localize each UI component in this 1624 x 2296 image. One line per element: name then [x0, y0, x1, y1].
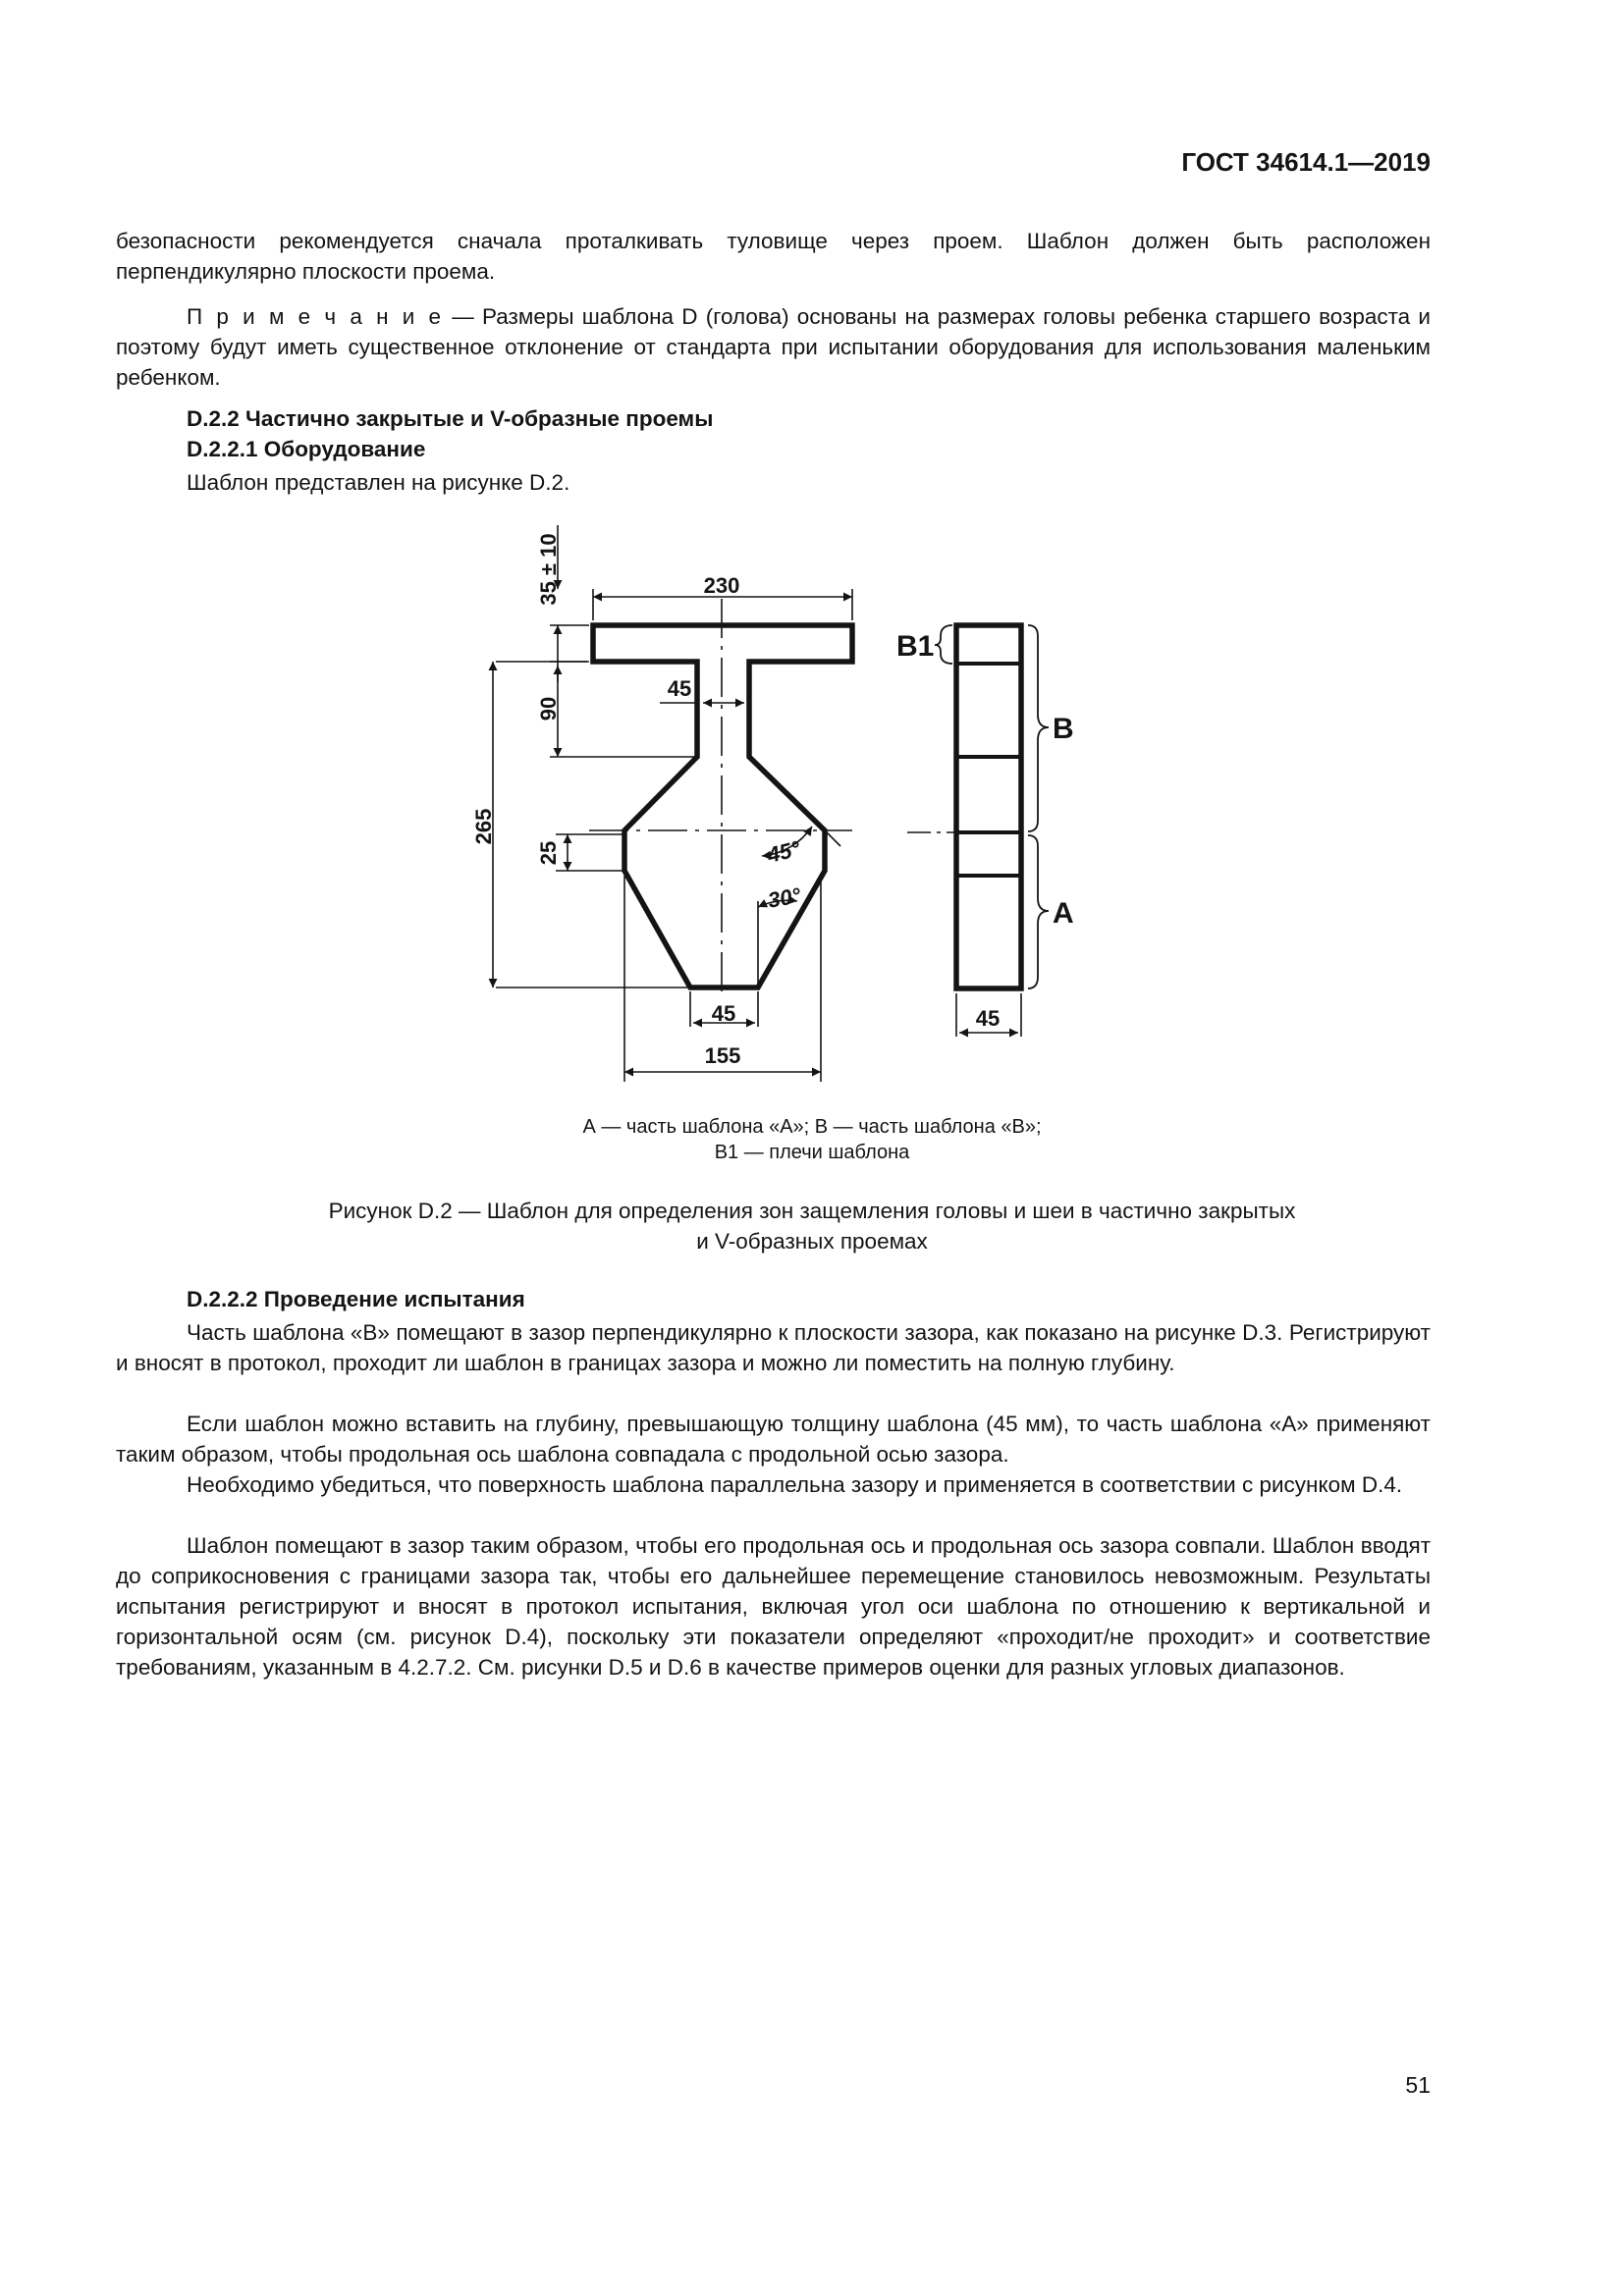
heading-d-2-2-2: D.2.2.2 Проведение испытания: [187, 1287, 525, 1311]
dim-90: 90: [536, 696, 561, 721]
paragraph-2: Если шаблон можно вставить на глубину, превышающую толщину шаблона (45 мм), то часть шаблона «А» применяют таким образом, чтобы продольная ось шаблона совпадала с продольной осью зазора.: [116, 1412, 1431, 1467]
paragraph-1: Часть шаблона «В» помещают в зазор перпендикулярно к плоскости зазора, как показано на рисунке D.3. Регистрируют и вносят в протокол, проходит ли шаблон в границах зазора и можно ли поместить на полную глубину.: [116, 1320, 1431, 1375]
label-b: B: [1053, 713, 1074, 745]
figure-caption-line1: Рисунок D.2 — Шаблон для определения зон защемления головы и шеи в частично закрытых: [328, 1199, 1296, 1223]
dim-25: 25: [536, 840, 561, 866]
dim-35-10: 35 ± 10: [536, 533, 561, 606]
side-view-labels: [896, 630, 1074, 930]
label-a: A: [1053, 897, 1074, 930]
figure-legend-line2: В1 — плечи шаблона: [714, 1142, 910, 1163]
label-b1: B1: [896, 630, 935, 663]
paragraph-continuation: безопасности рекомендуется сначала проталкивать туловище через проем. Шаблон должен быть расположен перпендикулярно плоскости проема.: [116, 229, 1431, 284]
dim-bottom-45: 45: [711, 1001, 736, 1026]
document-code: ГОСТ 34614.1—2019: [1181, 147, 1431, 177]
page-number: 51: [1405, 2072, 1431, 2098]
dim-265: 265: [471, 808, 496, 845]
template-front-view: [593, 625, 852, 988]
note-text: — Размеры шаблона D (голова) основаны на размерах головы ребенка старшего возраста и поэтому будут иметь существенное отклонение от стандарта при испытании оборудования для использования маленьким ребенком.: [116, 304, 1431, 390]
template-side-view: [935, 625, 1049, 1037]
note-label: П р и м е ч а н и е: [187, 304, 445, 329]
figure-legend-line1: А — часть шаблона «А»; В — часть шаблона «В»;: [582, 1116, 1042, 1138]
angle-30: 30°: [766, 882, 803, 913]
dim-side-45: 45: [975, 1006, 1001, 1031]
paragraph-template-ref: Шаблон представлен на рисунке D.2.: [187, 470, 570, 495]
dim-230: 230: [703, 573, 740, 598]
figure-caption-line2: и V-образных проемах: [696, 1229, 928, 1254]
paragraph-3: Необходимо убедиться, что поверхность шаблона параллельна зазору и применяется в соответствии с рисунком D.4.: [187, 1472, 1403, 1497]
heading-d-2-2-1: D.2.2.1 Оборудование: [187, 437, 426, 461]
heading-d-2-2: D.2.2 Частично закрытые и V-образные проемы: [187, 406, 714, 431]
dim-neck-45: 45: [667, 676, 692, 701]
angle-45: 45°: [765, 835, 803, 868]
paragraph-4: Шаблон помещают в зазор таким образом, чтобы его продольная ось и продольная ось зазора совпали. Шаблон вводят до соприкосновения с границами зазора так, чтобы его дальнейшее перемещение становилось невозможным. Результаты испытания регистрируют и вносят в протокол испытания, включая угол оси шаблона по отношению к вертикальной и горизонтальной осям (см. рисунок D.4), поскольку эти показатели определяют «проходит/не проходит» и соответствие требованиям, указанным в 4.2.7.2. См. рисунки D.5 и D.6 в качестве примеров оценки для разных угловых диапазонов.: [116, 1533, 1431, 1680]
dim-155: 155: [704, 1043, 741, 1068]
